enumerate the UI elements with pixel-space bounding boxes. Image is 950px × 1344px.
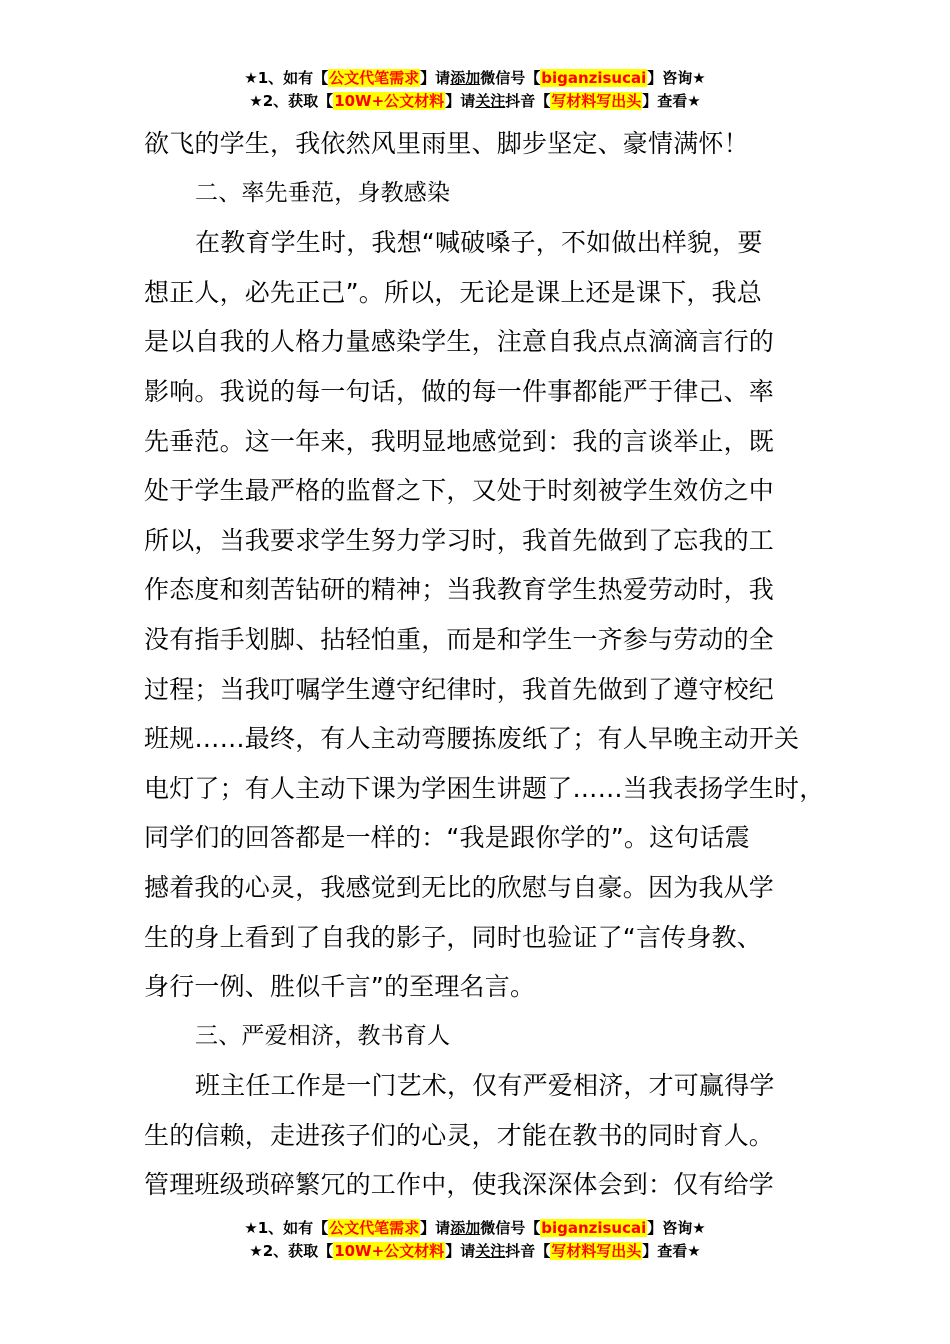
section-heading-3: 三、严爱相济，教书育人 xyxy=(195,1022,451,1049)
document-body xyxy=(144,119,834,1210)
text-line: 电灯了；有人主动下课为学困生讲题了……当我表扬学生时， xyxy=(144,773,825,803)
banner-text: ★2、获取【 xyxy=(249,92,334,110)
text-line: 作态度和刻苦钻研的精神；当我教育学生热爱劳动时，我 xyxy=(144,575,775,605)
text-line: 身行一例、胜似千言”的至理名言。 xyxy=(144,972,536,1002)
header-banner xyxy=(0,67,950,113)
highlight-text: 公文代笔需求 xyxy=(329,69,420,87)
banner-line-1 xyxy=(0,1217,950,1240)
banner-text: ★1、如有【 xyxy=(244,69,329,87)
douyin-account: 写材料写出头 xyxy=(551,1242,642,1260)
douyin-account: 写材料写出头 xyxy=(551,92,642,110)
footer-banner xyxy=(0,1217,950,1263)
text-line: 过程；当我叮嘱学生遵守纪律时，我首先做到了遵守校纪 xyxy=(144,674,775,704)
banner-text: 】请 xyxy=(420,69,451,87)
banner-line-1 xyxy=(0,67,950,90)
text-line: 先垂范。这一年来，我明显地感觉到：我的言谈举止，既 xyxy=(144,426,775,456)
text-line: 没有指手划脚、拈轻怕重，而是和学生一齐参与劳动的全 xyxy=(144,624,775,654)
banner-text: ★2、获取【 xyxy=(249,1242,334,1260)
text-line: 所以，当我要求学生努力学习时，我首先做到了忘我的工 xyxy=(144,525,775,555)
text-line: 影响。我说的每一句话，做的每一件事都能严于律己、率 xyxy=(144,376,775,406)
wechat-id: biganzisucai xyxy=(541,69,647,87)
text-line: 管理班级琐碎繁冗的工作中，使我深深体会到：仅有给学 xyxy=(144,1170,775,1200)
banner-text: 】请 xyxy=(420,1219,451,1237)
banner-text: 】咨询★ xyxy=(647,69,706,87)
text-line: 生的身上看到了自我的影子，同时也验证了“言传身教、 xyxy=(144,922,762,952)
text-line: 同学们的回答都是一样的：“我是跟你学的”。这句话震 xyxy=(144,823,750,853)
text-line: 处于学生最严格的监督之下，又处于时刻被学生效仿之中 xyxy=(144,476,775,506)
underlined-text: 添加 xyxy=(450,1219,481,1237)
banner-text: 微信号【 xyxy=(480,69,541,87)
banner-line-2 xyxy=(0,90,950,113)
text-line: 生的信赖，走进孩子们的心灵，才能在教书的同时育人。 xyxy=(144,1120,775,1150)
highlight-text: 10W+公文材料 xyxy=(334,1242,445,1260)
paragraph-start: 在教育学生时，我想“喊破嗓子，不如做出样貌，要 xyxy=(195,228,763,258)
banner-text: 抖音【 xyxy=(505,92,551,110)
banner-text: 】查看★ xyxy=(642,92,701,110)
highlight-text: 公文代笔需求 xyxy=(329,1219,420,1237)
banner-text: 抖音【 xyxy=(505,1242,551,1260)
paragraph-start: 班主任工作是一门艺术，仅有严爱相济，才可赢得学 xyxy=(195,1071,775,1101)
section-heading-2: 二、率先垂范，身教感染 xyxy=(195,179,451,206)
underlined-text: 添加 xyxy=(450,69,481,87)
banner-text: 】请 xyxy=(445,92,476,110)
banner-text: 】咨询★ xyxy=(647,1219,706,1237)
wechat-id: biganzisucai xyxy=(541,1219,647,1237)
text-line: 想正人，必先正己”。所以，无论是课上还是课下，我总 xyxy=(144,277,762,307)
underlined-text: 关注 xyxy=(475,1242,506,1260)
banner-text: 】请 xyxy=(445,1242,476,1260)
text-line: 欲飞的学生，我依然风里雨里、脚步坚定、豪情满怀！ xyxy=(144,129,749,158)
underlined-text: 关注 xyxy=(475,92,506,110)
text-line: 撼着我的心灵，我感觉到无比的欣慰与自豪。因为我从学 xyxy=(144,872,775,902)
banner-line-2 xyxy=(0,1240,950,1263)
banner-text: 】查看★ xyxy=(642,1242,701,1260)
banner-text: ★1、如有【 xyxy=(244,1219,329,1237)
text-line: 班规……最终，有人主动弯腰拣废纸了；有人早晚主动开关 xyxy=(144,724,800,754)
banner-text: 微信号【 xyxy=(480,1219,541,1237)
text-line: 是以自我的人格力量感染学生，注意自我点点滴滴言行的 xyxy=(144,327,775,357)
highlight-text: 10W+公文材料 xyxy=(334,92,445,110)
